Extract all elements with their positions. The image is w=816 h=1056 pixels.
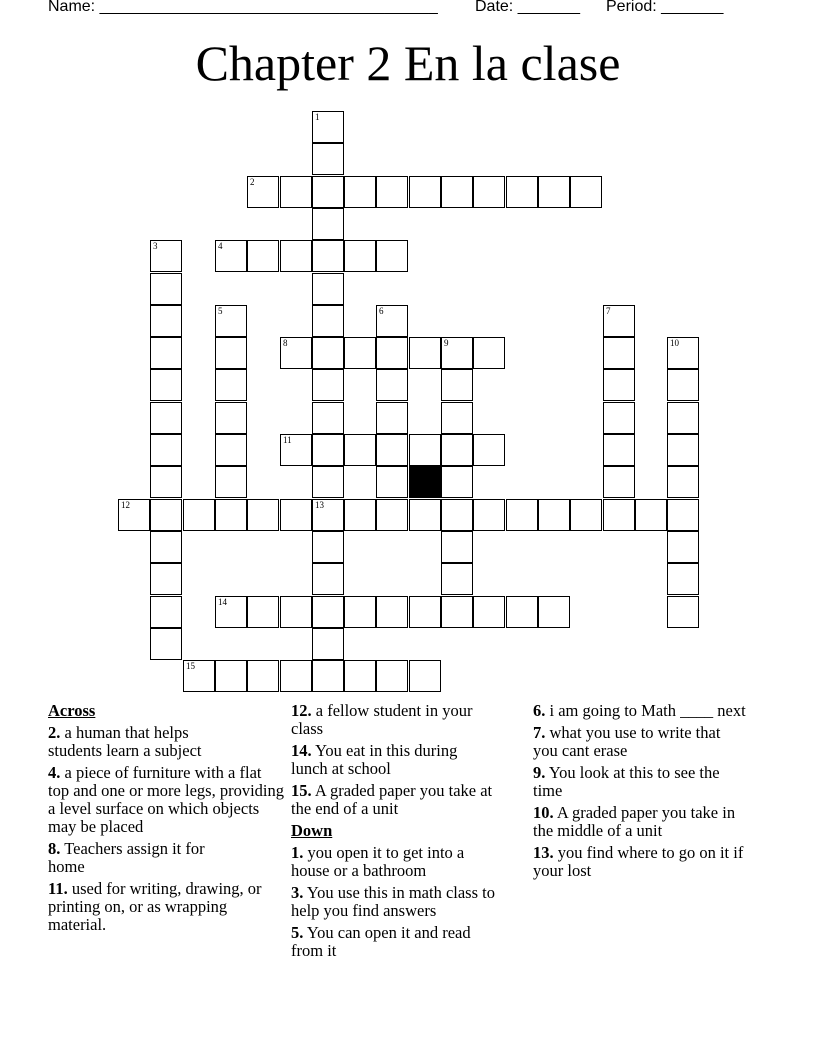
grid-cell[interactable] (312, 402, 344, 434)
grid-cell[interactable] (409, 660, 441, 692)
grid-cell[interactable] (215, 369, 247, 401)
down-heading: Down (291, 821, 333, 840)
grid-cell[interactable] (441, 337, 473, 369)
grid-cell[interactable] (667, 402, 699, 434)
grid-cell[interactable] (344, 337, 376, 369)
grid-cell[interactable] (376, 660, 408, 692)
grid-cell[interactable] (376, 499, 408, 531)
grid-cell[interactable] (247, 660, 279, 692)
grid-cell[interactable] (280, 176, 312, 208)
grid-cell[interactable] (376, 337, 408, 369)
grid-cell[interactable] (150, 531, 182, 563)
grid-cell[interactable] (150, 273, 182, 305)
grid-cell[interactable] (183, 660, 215, 692)
clue-number-label: 1 (315, 112, 320, 122)
clue-across-4 (48, 764, 286, 836)
clue-number-label: 11 (283, 435, 292, 445)
grid-cell[interactable] (538, 596, 570, 628)
grid-cell[interactable] (215, 499, 247, 531)
clue-down-7 (533, 724, 723, 760)
grid-cell[interactable] (376, 466, 408, 498)
grid-cell[interactable] (376, 402, 408, 434)
grid-cell[interactable] (667, 466, 699, 498)
grid-cell[interactable] (603, 337, 635, 369)
clue-text: what you use to write that you cant erase (533, 723, 721, 760)
grid-cell[interactable] (441, 466, 473, 498)
grid-cell[interactable] (409, 499, 441, 531)
grid-cell[interactable] (409, 596, 441, 628)
clue-number: 10. (533, 803, 554, 822)
clue-across-2 (48, 724, 234, 760)
clue-number: 2. (48, 723, 61, 742)
grid-cell[interactable] (603, 402, 635, 434)
clue-number-label: 8 (283, 338, 288, 348)
clue-text: a human that helps students learn a subject (48, 723, 202, 760)
grid-cell[interactable] (312, 337, 344, 369)
clue-number-label: 14 (218, 597, 227, 607)
grid-cell[interactable] (376, 305, 408, 337)
clue-down-5 (291, 924, 506, 960)
clue-across-15 (291, 782, 506, 818)
name-label: Name: ______________________________________ (48, 0, 438, 15)
grid-cell[interactable] (312, 596, 344, 628)
grid-cell[interactable] (376, 176, 408, 208)
grid-cell[interactable] (603, 305, 635, 337)
grid-cell[interactable] (441, 176, 473, 208)
grid-cell[interactable] (150, 628, 182, 660)
clue-down-10 (533, 804, 748, 840)
grid-cell[interactable] (376, 596, 408, 628)
clue-column-1 (48, 702, 286, 938)
clue-number: 12. (291, 701, 312, 720)
grid-cell[interactable] (344, 176, 376, 208)
clue-down-3 (291, 884, 519, 920)
grid-cell[interactable] (603, 499, 635, 531)
grid-cell[interactable] (280, 660, 312, 692)
grid-cell[interactable] (506, 499, 538, 531)
clue-text: Teachers assign it for home (48, 839, 205, 876)
grid-cell[interactable] (473, 176, 505, 208)
grid-cell[interactable] (215, 434, 247, 466)
grid-cell[interactable] (344, 596, 376, 628)
clue-number: 5. (291, 923, 304, 942)
grid-cell[interactable] (506, 176, 538, 208)
grid-cell[interactable] (312, 628, 344, 660)
clue-number: 4. (48, 763, 61, 782)
grid-cell[interactable] (150, 499, 182, 531)
grid-cell[interactable] (280, 240, 312, 272)
grid-cell[interactable] (280, 434, 312, 466)
grid-cell[interactable] (441, 563, 473, 595)
grid-cell[interactable] (635, 499, 667, 531)
grid-cell[interactable] (247, 176, 279, 208)
grid-cell[interactable] (344, 660, 376, 692)
grid-cell[interactable] (506, 596, 538, 628)
grid-cell[interactable] (538, 176, 570, 208)
clue-number-label: 9 (444, 338, 449, 348)
grid-cell[interactable] (312, 466, 344, 498)
blocked-cell (409, 466, 441, 498)
clue-number: 13. (533, 843, 554, 862)
grid-cell[interactable] (312, 531, 344, 563)
grid-cell[interactable] (473, 596, 505, 628)
grid-cell[interactable] (441, 434, 473, 466)
clue-number-label: 7 (606, 306, 611, 316)
grid-cell[interactable] (150, 596, 182, 628)
clue-number-label: 5 (218, 306, 223, 316)
clue-number-label: 3 (153, 241, 158, 251)
grid-cell[interactable] (441, 499, 473, 531)
grid-cell[interactable] (118, 499, 150, 531)
grid-cell[interactable] (150, 466, 182, 498)
clue-column-2 (291, 702, 529, 964)
grid-cell[interactable] (473, 499, 505, 531)
grid-cell[interactable] (150, 337, 182, 369)
grid-cell[interactable] (280, 499, 312, 531)
grid-cell[interactable] (409, 176, 441, 208)
clue-number-label: 10 (670, 338, 679, 348)
grid-cell[interactable] (570, 499, 602, 531)
clue-column-3 (533, 702, 771, 884)
grid-cell[interactable] (312, 369, 344, 401)
grid-cell[interactable] (312, 176, 344, 208)
grid-cell[interactable] (150, 305, 182, 337)
grid-cell[interactable] (280, 596, 312, 628)
clue-text: A graded paper you take in the middle of a unit (533, 803, 736, 840)
grid-cell[interactable] (441, 369, 473, 401)
clue-text: You look at this to see the time (533, 763, 720, 800)
grid-cell[interactable] (667, 499, 699, 531)
clue-number: 1. (291, 843, 304, 862)
grid-cell[interactable] (603, 369, 635, 401)
clue-number-label: 13 (315, 500, 324, 510)
grid-cell[interactable] (247, 596, 279, 628)
across-heading: Across (48, 701, 96, 720)
grid-cell[interactable] (312, 499, 344, 531)
grid-cell[interactable] (667, 531, 699, 563)
grid-cell[interactable] (150, 369, 182, 401)
date-label: Date: _______ (475, 0, 580, 15)
clue-number-label: 12 (121, 500, 130, 510)
grid-cell[interactable] (312, 111, 344, 143)
clue-text: a piece of furniture with a flat top and one or more legs, providing a level surface on which objects may be placed (48, 763, 284, 836)
grid-cell[interactable] (280, 337, 312, 369)
grid-cell[interactable] (473, 337, 505, 369)
clue-text: A graded paper you take at the end of a unit (291, 781, 493, 818)
clue-across-8 (48, 840, 234, 876)
clue-number-label: 2 (250, 177, 255, 187)
grid-cell[interactable] (183, 499, 215, 531)
grid-cell[interactable] (312, 208, 344, 240)
grid-cell[interactable] (376, 240, 408, 272)
grid-cell[interactable] (215, 305, 247, 337)
grid-cell[interactable] (667, 434, 699, 466)
clue-number-label: 15 (186, 661, 195, 671)
clue-number: 14. (291, 741, 312, 760)
grid-cell[interactable] (247, 240, 279, 272)
page-title: Chapter 2 En la clase (195, 35, 621, 91)
clue-across-11 (48, 880, 274, 934)
grid-cell[interactable] (312, 660, 344, 692)
grid-cell[interactable] (376, 369, 408, 401)
grid-cell[interactable] (538, 499, 570, 531)
grid-cell[interactable] (312, 240, 344, 272)
clue-number: 7. (533, 723, 546, 742)
grid-cell[interactable] (603, 466, 635, 498)
clue-text: you find where to go on it if your lost (533, 843, 744, 880)
grid-cell[interactable] (247, 499, 279, 531)
grid-cell[interactable] (603, 434, 635, 466)
grid-cell[interactable] (312, 563, 344, 595)
clue-number-label: 6 (379, 306, 384, 316)
clue-down-13 (533, 844, 748, 880)
grid-cell[interactable] (441, 531, 473, 563)
clue-down-9 (533, 764, 723, 800)
grid-cell[interactable] (150, 563, 182, 595)
grid-cell[interactable] (150, 240, 182, 272)
grid-cell[interactable] (215, 240, 247, 272)
grid-cell[interactable] (441, 402, 473, 434)
grid-cell[interactable] (150, 402, 182, 434)
grid-cell[interactable] (570, 176, 602, 208)
clue-down-1 (291, 844, 496, 880)
clue-number: 9. (533, 763, 546, 782)
grid-cell[interactable] (667, 369, 699, 401)
clue-across-12 (291, 702, 506, 738)
grid-cell[interactable] (312, 305, 344, 337)
grid-cell[interactable] (409, 337, 441, 369)
grid-cell[interactable] (312, 143, 344, 175)
clue-number: 8. (48, 839, 61, 858)
grid-cell[interactable] (441, 596, 473, 628)
grid-cell[interactable] (409, 434, 441, 466)
clue-number: 11. (48, 879, 68, 898)
clue-text: You eat in this during lunch at school (291, 741, 458, 778)
grid-cell[interactable] (473, 434, 505, 466)
grid-cell[interactable] (667, 563, 699, 595)
clue-number-label: 4 (218, 241, 223, 251)
grid-cell[interactable] (215, 402, 247, 434)
clue-number: 6. (533, 701, 546, 720)
grid-cell[interactable] (344, 240, 376, 272)
clue-number: 15. (291, 781, 312, 800)
grid-cell[interactable] (215, 596, 247, 628)
grid-cell[interactable] (312, 273, 344, 305)
grid-cell[interactable] (667, 337, 699, 369)
clue-text: a fellow student in your class (291, 701, 473, 738)
grid-cell[interactable] (376, 434, 408, 466)
grid-cell[interactable] (150, 434, 182, 466)
clue-text: used for writing, drawing, or printing on, or as wrapping material. (48, 879, 262, 934)
clue-down-6 (533, 702, 748, 720)
clue-text: You can open it and read from it (291, 923, 471, 960)
clue-text: i am going to Math ____ next (549, 701, 746, 720)
clue-text: you open it to get into a house or a bathroom (291, 843, 465, 880)
grid-cell[interactable] (215, 660, 247, 692)
grid-cell[interactable] (215, 337, 247, 369)
grid-cell[interactable] (215, 466, 247, 498)
clue-number: 3. (291, 883, 304, 902)
clue-text: You use this in math class to help you find answers (291, 883, 495, 920)
grid-cell[interactable] (344, 499, 376, 531)
clue-across-14 (291, 742, 496, 778)
grid-cell[interactable] (312, 434, 344, 466)
grid-cell[interactable] (344, 434, 376, 466)
grid-cell[interactable] (667, 596, 699, 628)
period-label: Period: _______ (606, 0, 724, 15)
